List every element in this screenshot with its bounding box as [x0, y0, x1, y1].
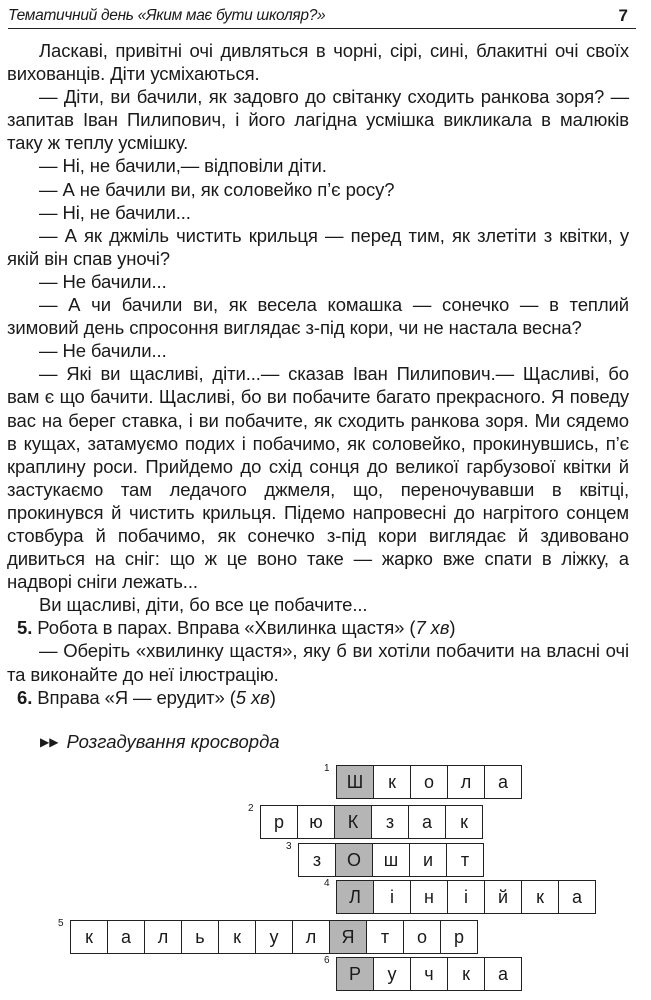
task-6-close: ) — [269, 686, 276, 708]
crossword-key-cell: Р — [336, 957, 374, 991]
crossword-cell: р — [440, 920, 478, 954]
paragraph: — Які ви щасливі, діти...— сказав Іван Пилипович.— Щасливі, бо вам є що бачити. Щасливі, бо ви побачите багато прекрасного. Я поведу вас на берег ставка, і ви побачите, як сходить ранкова зоря. Ми сядемо в кущах, затамуємо подих і побачимо, як соловейко, прокинувшись, п’є краплину роси. Прийдемо до схід сонця до великої гарбузової квітки й застукаємо там ледачого джмеля, що, переночувавши в квітці, прокинувся й чистить крильця. Підемо напровесні до нагрітого сонцем стовбура й побачимо, як сонечко з-під кори виглядає й здивовано дивиться на сніг: що ж це воно таке — жарко вже спати в ліжку, а надворі сніги лежать... — [7, 363, 629, 593]
task-6-heading — [7, 686, 629, 709]
crossword-cell: а — [558, 880, 596, 914]
crossword-cell: о — [410, 765, 448, 799]
crossword-cell: к — [447, 957, 485, 991]
crossword-cell: л — [144, 920, 182, 954]
paragraph: — А не бачили ви, як соловейко п’є росу? — [39, 178, 395, 200]
crossword-cell: з — [371, 805, 409, 839]
crossword-cell: ь — [181, 920, 219, 954]
crossword-cell: у — [373, 957, 411, 991]
task-5-number: 5. — [17, 617, 33, 639]
crossword-title: Розгадування кросворда — [66, 731, 280, 752]
crossword-cell: н — [410, 880, 448, 914]
crossword-key-cell: Л — [336, 880, 374, 914]
crossword-cell: а — [484, 957, 522, 991]
crossword-key-cell: О — [335, 843, 373, 877]
paragraph: — А як джміль чистить крильця — перед тим, як злетіти з квітки, у якій він спав уночі? — [7, 224, 629, 269]
crossword-cell: л — [447, 765, 485, 799]
crossword-cell: к — [70, 920, 108, 954]
paragraph: Ласкаві, привітні очі дивляться в чорні, сірі, сині, блакитні очі своїх вихованців. Діти усміхаються. — [7, 40, 629, 85]
crossword-cell: у — [255, 920, 293, 954]
crossword-key-cell: Я — [329, 920, 367, 954]
crossword-cell: и — [409, 843, 447, 877]
double-arrow-icon: ▶▶ — [40, 735, 59, 749]
task-5-text: Робота в парах. Вправа «Хвилинка щастя» ( — [37, 617, 416, 639]
crossword-key-cell: Ш — [336, 765, 374, 799]
crossword-row-number: 6 — [324, 955, 330, 966]
task-6-number: 6. — [17, 686, 33, 708]
crossword-cell: й — [484, 880, 522, 914]
crossword-cell: к — [445, 805, 483, 839]
task-5-instruction: — Оберіть «хвилинку щастя», яку б ви хотіли побачити на власні очі та виконайте до неї ілюстрацію. — [7, 640, 629, 685]
paragraph: — Ні, не бачили... — [39, 201, 191, 223]
crossword-cell: к — [218, 920, 256, 954]
crossword-heading — [40, 731, 280, 753]
crossword-cell: а — [107, 920, 145, 954]
crossword-key-cell: К — [334, 805, 372, 839]
crossword-cell: к — [521, 880, 559, 914]
paragraph: — Діти, ви бачили, як задовго до світанку сходить ранкова зоря? — запитав Іван Пилипович, і його лагідна усмішка викликала в малюків таку ж теплу усмішку. — [7, 86, 629, 154]
task-6-text: Вправа «Я — ерудит» ( — [37, 686, 236, 708]
crossword-row-number: 2 — [248, 803, 254, 814]
body-text — [7, 39, 629, 709]
crossword-row-number: 5 — [58, 918, 64, 929]
paragraph: — Не бачили... — [39, 270, 167, 292]
crossword-row-number: 4 — [324, 878, 330, 889]
crossword-cell: ч — [410, 957, 448, 991]
crossword-row-number: 3 — [286, 841, 292, 852]
crossword-cell: к — [373, 765, 411, 799]
task-5-time: 7 хв — [415, 617, 450, 639]
task-5-heading — [7, 616, 629, 639]
crossword-row-number: 1 — [324, 763, 330, 774]
paragraph: Ви щасливі, діти, бо все це побачите... — [39, 594, 368, 616]
crossword-cell: р — [260, 805, 298, 839]
paragraph: — Ні, не бачили,— відповіли діти. — [39, 155, 327, 177]
crossword-cell: з — [298, 843, 336, 877]
crossword-cell: ю — [297, 805, 335, 839]
running-title: Тематичний день «Яким має бути школяр?» — [8, 7, 326, 24]
task-5-close: ) — [449, 617, 456, 639]
crossword-cell: а — [484, 765, 522, 799]
paragraph: — А чи бачили ви, як весела комашка — сонечко — в теплий зимовий день спросоння виглядає з-під кори, чи не настала весна? — [7, 294, 629, 339]
task-6-time: 5 хв — [235, 686, 270, 708]
crossword-cell: л — [292, 920, 330, 954]
crossword-cell: і — [373, 880, 411, 914]
page-number: 7 — [618, 6, 628, 25]
crossword-cell: і — [447, 880, 485, 914]
crossword-cell: ш — [372, 843, 410, 877]
paragraph: — Не бачили... — [39, 340, 167, 362]
crossword-cell: а — [408, 805, 446, 839]
crossword-cell: т — [446, 843, 484, 877]
page-header — [8, 6, 636, 29]
crossword-cell: т — [366, 920, 404, 954]
crossword-cell: о — [403, 920, 441, 954]
